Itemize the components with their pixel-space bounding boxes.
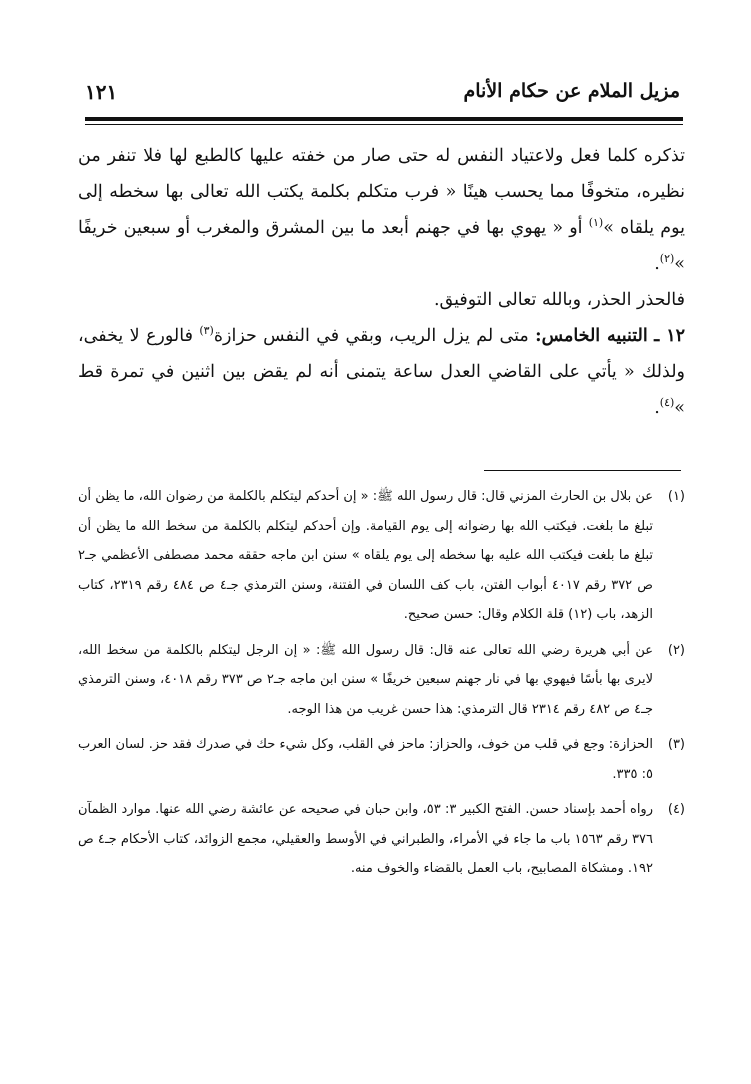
- footnote-2: [78, 636, 685, 725]
- footnote-ref-4: (٤): [659, 396, 675, 410]
- item-12: [78, 318, 685, 426]
- footnote-number: (٢): [667, 642, 685, 658]
- running-header: [85, 80, 680, 110]
- footnote-number: (١): [667, 489, 685, 504]
- footnote-1: [78, 482, 685, 630]
- paragraph-2: فالحذر الحذر، وبالله تعالى التوفيق.: [433, 290, 685, 310]
- header-rule-thick: [85, 117, 683, 121]
- footnote-text: الحزازة: وجع في قلب من خوف، والحزاز: ماحز في القلب، وكل شيء حك في صدرك فقد حز. لسان العرب ٥: ٣٣٥.: [78, 737, 653, 782]
- footnote-text: عن بلال بن الحارث المزني قال: قال رسول الله ﷺ: « إن أحدكم ليتكلم بالكلمة من رضوان الله، ما يظن أن تبلغ ما بلغت. فيكتب الله بها رضوانه إلى يوم القيامة. وإن أحدكم ليتكلم بالكلمة من سخط الله ما يظن أن تبلغ ما بلغت فيكتب الله عليه بها سخطه إلى يوم يلقاه » سنن ابن ماجه حققه محمد مصطفى الأعظمي جـ٢ ص ٣٧٢ رقم ٤٠١٧ أبواب الفتن، باب كف اللسان في الفتنة، وسنن الترمذي جـ٤ ص ٤٨٤ رقم ٢٣١٩، كتاب الزهد، باب (١٢) قلة الكلام وقال: حسن صحيح.: [78, 489, 653, 622]
- footnote-text: عن أبي هريرة رضي الله تعالى عنه قال: قال رسول الله ﷺ: « إن الرجل ليتكلم بالكلمة من سخط الله، لايرى بها بأسًا فيهوي بها في نار جهنم سبعين خريفًا » سنن ابن ماجه جـ٢ ص ٣٧٣ رقم ٤٠١٨، وسنن الترمذي جـ٤ ص ٤٨٢ رقم ٢٣١٤ قال الترمذي: هذا حسن غريب من هذا الوجه.: [78, 642, 653, 717]
- footnote-ref-3: (٣): [199, 324, 214, 338]
- footnote-ref-2: (٢): [659, 252, 675, 266]
- paragraph-1-end: .: [654, 254, 660, 274]
- paragraph-1-continuation: أو « يهوي بها في جهنم أبعد ما بين المشرق والمغرب أو سبعين خريفًا »: [78, 218, 685, 274]
- book-title: مزيل الملام عن حكام الأنام: [463, 80, 680, 102]
- footnote-number: (٤): [667, 802, 685, 817]
- footnote-3: [78, 730, 685, 789]
- footnote-ref-1: (١): [588, 216, 604, 230]
- footnote-4: [78, 795, 685, 884]
- page-number: ١٢١: [85, 80, 118, 104]
- paragraph-1: [78, 138, 685, 282]
- footnote-number: (٣): [667, 737, 685, 752]
- header-rule-thin: [85, 124, 683, 125]
- item-12-text-b: فالورع لا يخفى، ولذلك « يأتي على القاضي العدل ساعة يتمنى أنه لم يقض بين اثنين في تمرة قط »: [78, 326, 685, 418]
- main-text: [78, 138, 685, 426]
- paragraph-1-text: تذكره كلما فعل ولاعتياد النفس له حتى صار من خفته عليها كالطبع لها فلا تنفر من نظيره، متخوفًا مما يحسب هينًا « فرب متكلم بكلمة يكتب الله تعالى بها سخطه إلى يوم يلقاه »: [78, 146, 685, 238]
- item-12-end: .: [654, 398, 660, 418]
- item-12-heading: التنبيه الخامس:: [535, 326, 648, 346]
- footnote-text: رواه أحمد بإسناد حسن. الفتح الكبير ٣: ٥٣، وابن حبان في صحيحه عن عائشة رضي الله عنها. موارد الظمآن ٣٧٦ رقم ١٥٦٣ باب ما جاء في الأمراء، والطبراني في الأوسط والعقيلي، مجمع الزوائد، كتاب الأحكام جـ٤ ص ١٩٢. ومشكاة المصابيح، باب العمل بالقضاء والخوف منه.: [78, 802, 653, 876]
- item-12-text-a: متى لم يزل الريب، وبقي في النفس حزازة: [213, 326, 536, 346]
- footnote-separator: [484, 470, 681, 471]
- item-12-number: ١٢ ـ: [654, 326, 685, 346]
- footnotes: [78, 482, 685, 890]
